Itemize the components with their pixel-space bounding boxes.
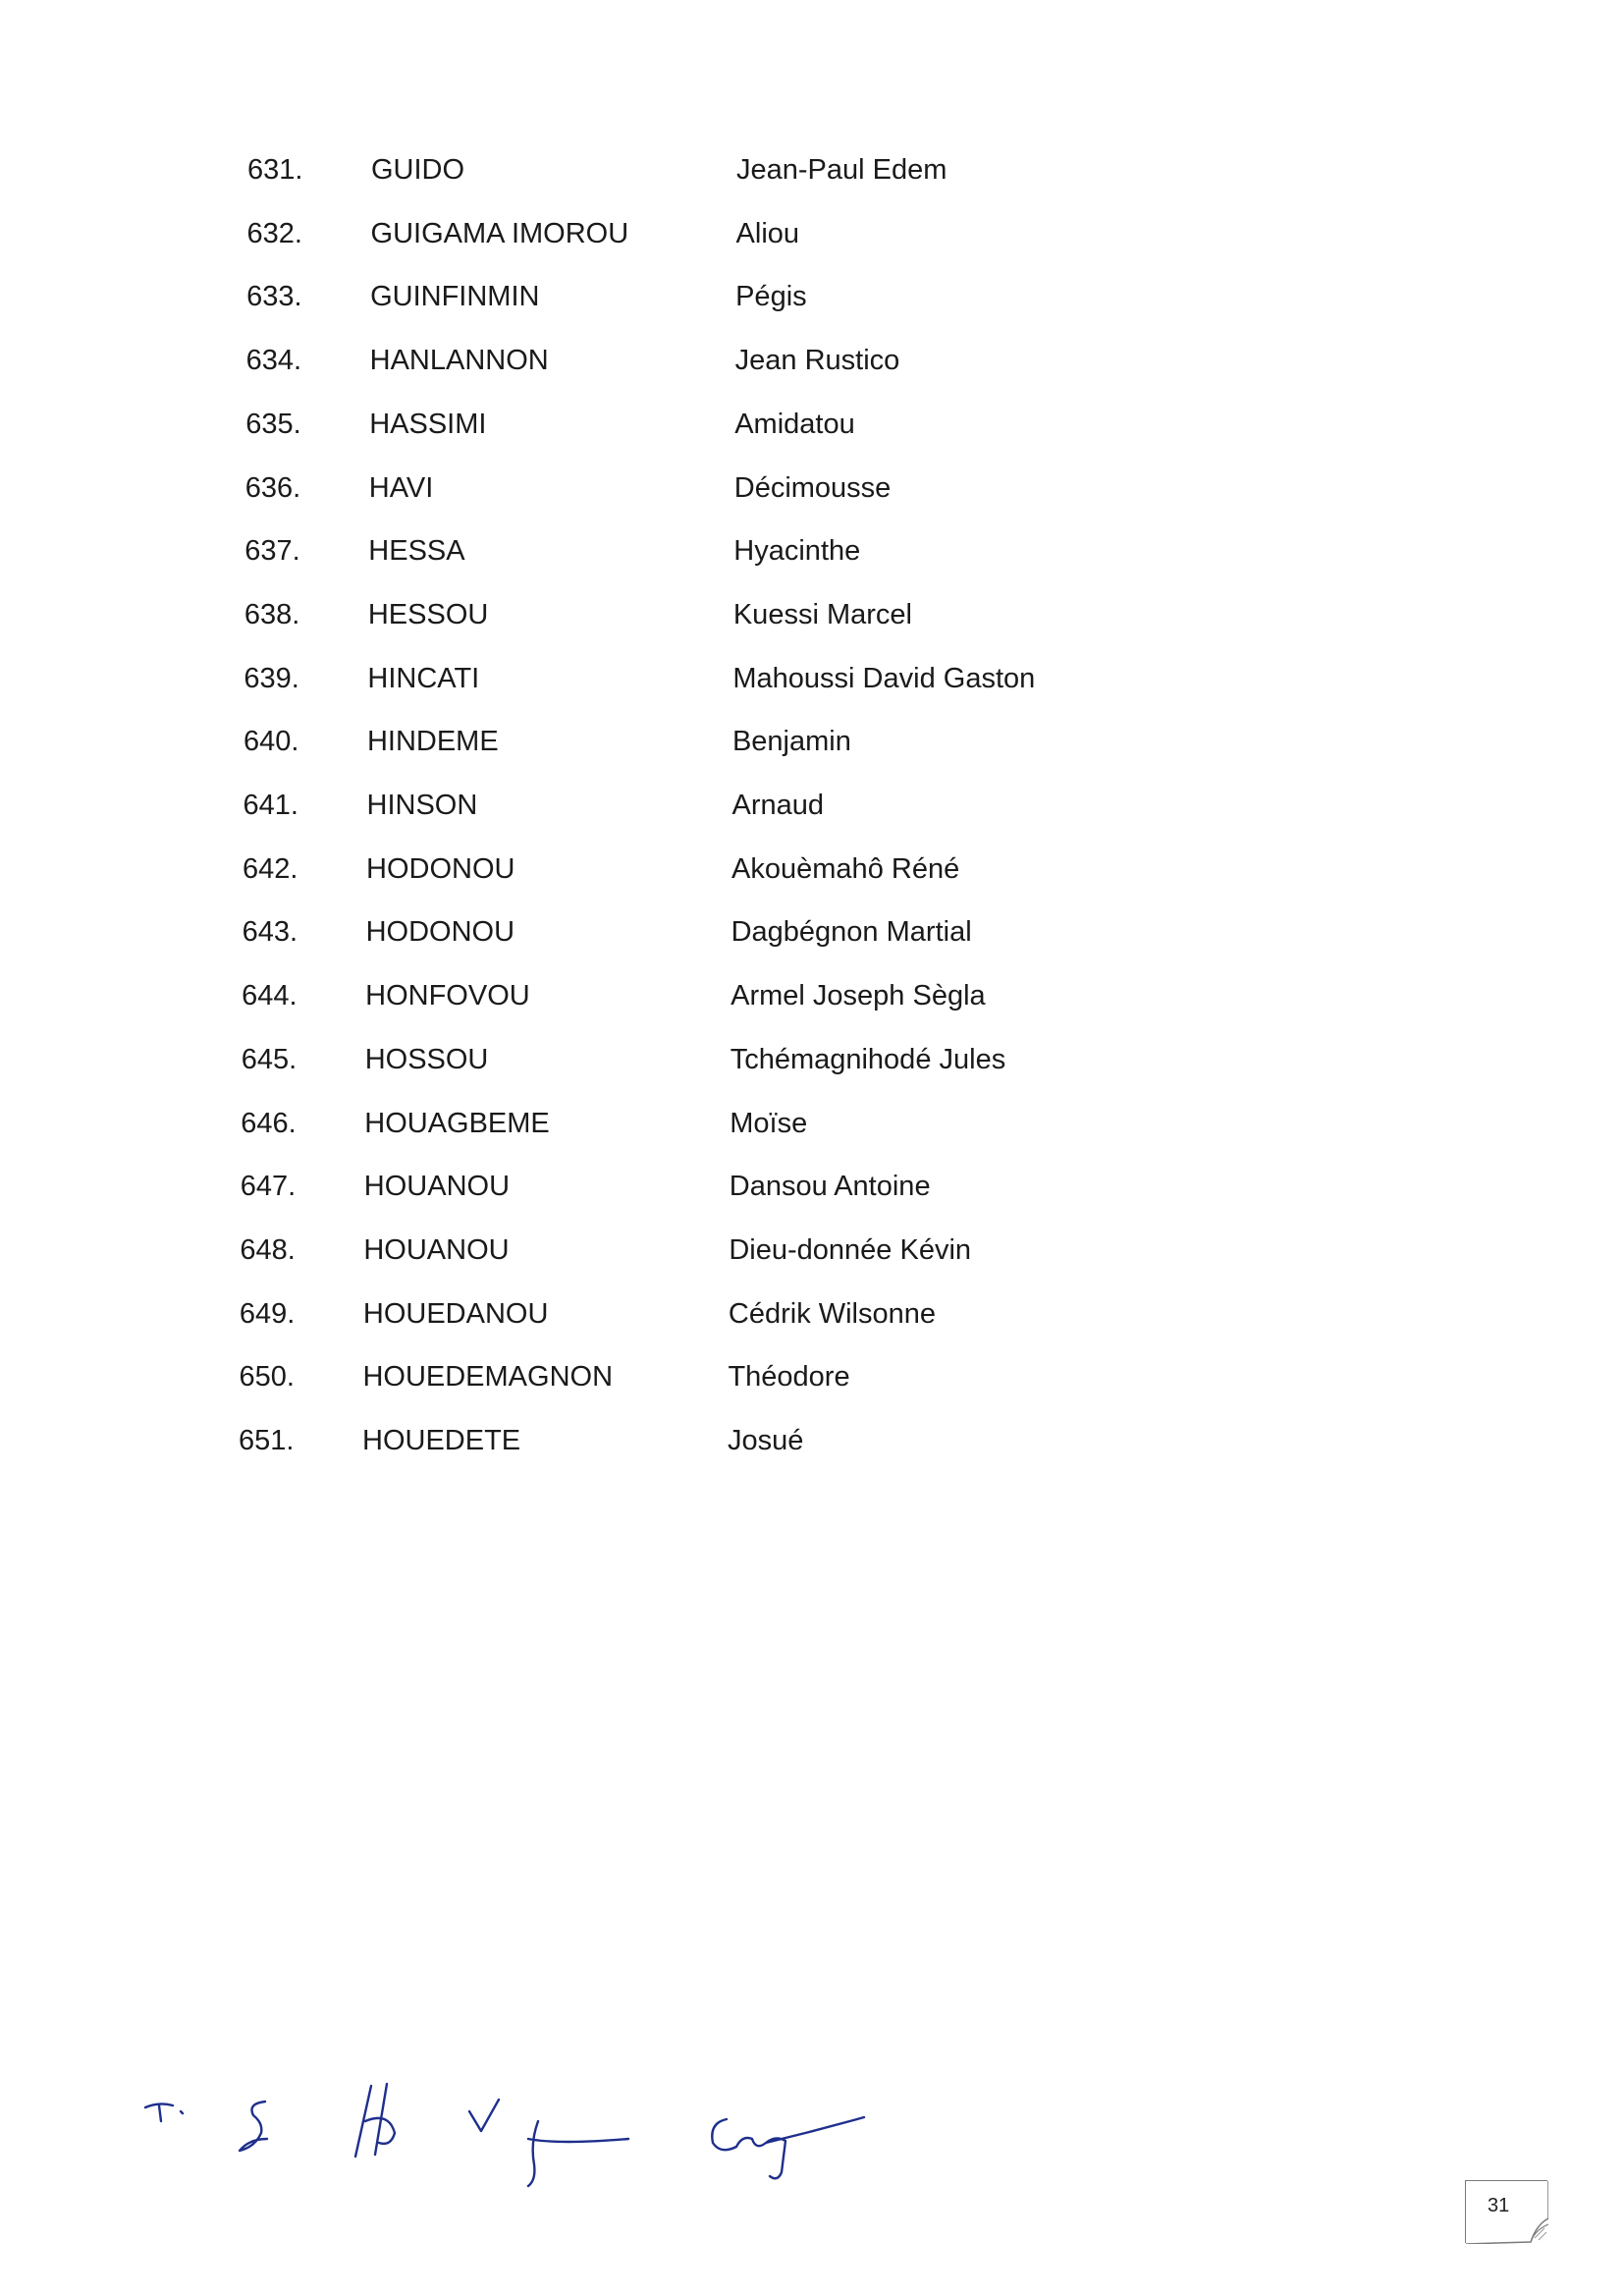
entry-number: 642. (243, 852, 298, 885)
entry-first-name: Akouèmahô Réné (731, 852, 960, 885)
entry-number: 650. (239, 1361, 295, 1394)
entry-first-name: Benjamin (731, 726, 851, 758)
handwritten-signatures (137, 2082, 884, 2210)
entry-last-name: HINDEME (366, 726, 499, 758)
entry-first-name: Dagbégnon Martial (731, 916, 972, 949)
entry-last-name: HOUAGBEME (364, 1107, 550, 1139)
entry-last-name: GUIGAMA IMOROU (370, 217, 629, 249)
entry-first-name: Dieu-donnée Kévin (729, 1233, 972, 1266)
entry-first-name: Dansou Antoine (729, 1171, 931, 1203)
entry-number: 636. (244, 471, 301, 504)
entry-first-name: Théodore (728, 1361, 850, 1394)
entry-number: 632. (246, 217, 302, 249)
entry-number: 651. (239, 1425, 295, 1456)
entry-first-name: Moïse (730, 1107, 808, 1139)
entry-last-name: HOUEDEMAGNON (362, 1361, 614, 1394)
signature-mark-2 (240, 2102, 267, 2151)
entry-last-name: HODONOU (366, 852, 515, 885)
entry-number: 646. (241, 1107, 297, 1139)
entry-first-name: Jean Rustico (734, 345, 900, 377)
entry-last-name: HESSA (368, 535, 465, 568)
entry-number: 641. (243, 790, 298, 821)
entry-number: 634. (245, 345, 302, 377)
entry-number: 633. (246, 281, 302, 313)
signature-mark-3 (355, 2084, 395, 2157)
entry-first-name: Josué (728, 1425, 804, 1456)
entry-last-name: HINCATI (367, 662, 480, 694)
entry-number: 639. (244, 662, 299, 694)
entry-number: 631. (247, 154, 303, 186)
entry-last-name: HOUEDANOU (362, 1297, 549, 1330)
entry-first-name: Aliou (735, 217, 800, 249)
entry-first-name: Jean-Paul Edem (736, 154, 947, 186)
entry-last-name: HONFOVOU (365, 980, 530, 1012)
entry-first-name: Pégis (735, 281, 807, 313)
entry-first-name: Décimousse (733, 471, 892, 504)
entry-number: 637. (244, 535, 300, 568)
entry-last-name: HOSSOU (364, 1043, 489, 1075)
entry-number: 635. (245, 408, 301, 440)
entry-first-name: Kuessi Marcel (732, 598, 912, 630)
entry-first-name: Mahoussi David Gaston (732, 662, 1036, 694)
entry-first-name: Armel Joseph Sègla (731, 980, 986, 1012)
entry-number: 640. (243, 726, 299, 758)
entry-number: 644. (242, 980, 298, 1012)
entry-last-name: GUINFINMIN (370, 281, 540, 313)
entry-number: 648. (240, 1233, 296, 1266)
entry-last-name: HOUANOU (363, 1171, 511, 1203)
entry-number: 643. (242, 916, 298, 949)
entry-last-name: HANLANNON (369, 345, 549, 377)
entry-number: 638. (244, 598, 300, 630)
entry-last-name: HOUANOU (363, 1233, 510, 1266)
entry-first-name: Amidatou (734, 408, 855, 440)
entry-number: 647. (240, 1171, 297, 1203)
signature-mark-1 (145, 2104, 173, 2121)
entry-last-name: HESSOU (367, 598, 489, 630)
entry-last-name: HINSON (366, 790, 478, 821)
entry-last-name: HASSIMI (369, 408, 487, 440)
signature-mark-6 (712, 2117, 864, 2178)
signature-mark-4 (469, 2100, 499, 2131)
entry-last-name: HAVI (368, 471, 434, 504)
entry-last-name: GUIDO (371, 154, 465, 186)
entry-last-name: HOUEDETE (362, 1425, 521, 1456)
page-number: 31 (1488, 2195, 1510, 2216)
page-number-box (1465, 2180, 1547, 2243)
entry-first-name: Arnaud (731, 790, 825, 821)
entry-number: 649. (239, 1297, 296, 1330)
entry-last-name: HODONOU (365, 916, 515, 949)
signature-mark-5 (528, 2121, 628, 2186)
entry-first-name: Tchémagnihodé Jules (730, 1043, 1006, 1075)
entry-first-name: Cédrik Wilsonne (728, 1297, 937, 1330)
entry-number: 645. (241, 1043, 298, 1075)
entry-first-name: Hyacinthe (733, 535, 861, 568)
